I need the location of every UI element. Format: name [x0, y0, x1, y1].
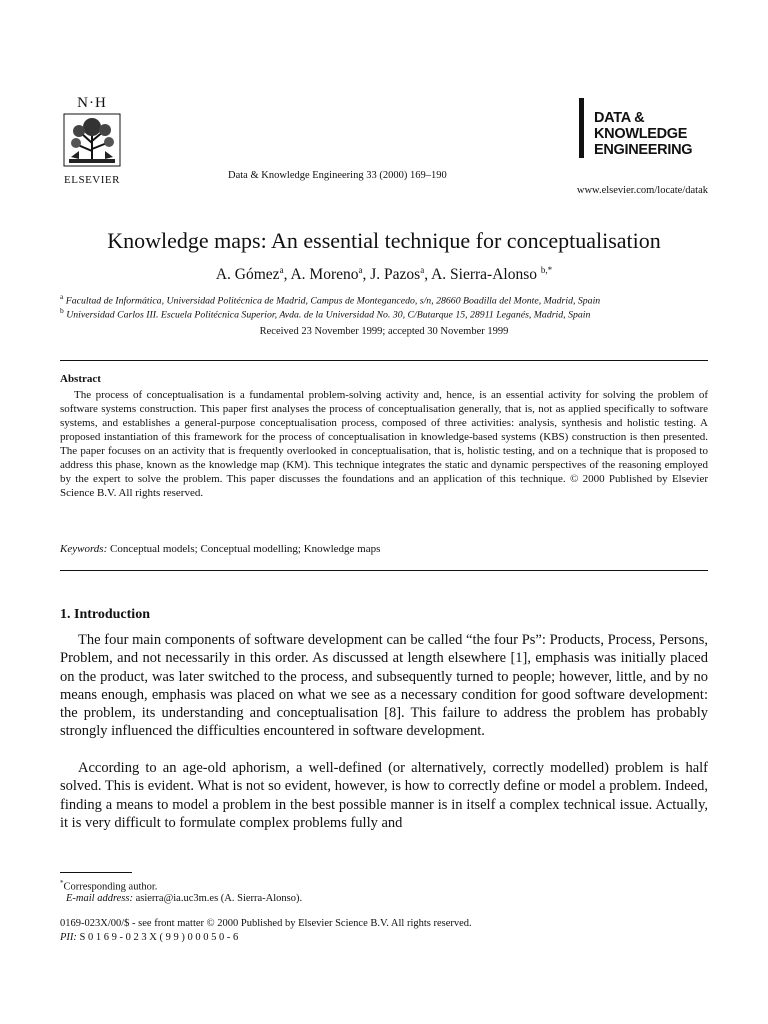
author-name: A. Gómez — [215, 266, 280, 284]
journal-citation: Data & Knowledge Engineering 33 (2000) 169–190 — [228, 170, 447, 181]
author-affiliation-mark: b,* — [540, 265, 553, 275]
email-label: E-mail address: — [66, 893, 133, 904]
affiliation-text: Universidad Carlos III. Escuela Politécnica Superior, Avda. de la Universidad No. 30, C/Butarque 15, 28911 Leganés, Madrid, Spain — [66, 309, 591, 321]
author-name: A. Moreno — [290, 266, 359, 284]
abstract-heading: Abstract — [60, 373, 101, 385]
affiliation-text: Facultad de Informática, Universidad Politécnica de Madrid, Campus de Montegancedo, s/n, 28660 Boadilla del Monte, Madrid, Spain — [65, 295, 601, 307]
footnote-email — [66, 893, 302, 904]
affiliation — [60, 306, 708, 320]
keywords — [60, 543, 380, 555]
footnote-text: Corresponding author. — [63, 881, 158, 893]
issn-line: 0169-023X/00/$ - see front matter © 2000 Published by Elsevier Science B.V. All rights reserved. — [60, 918, 472, 929]
divider — [60, 360, 708, 361]
author-separator: , — [283, 266, 291, 284]
journal-logo — [579, 98, 709, 158]
affiliation-mark: b — [60, 306, 64, 315]
author-affiliation-mark: a — [279, 265, 284, 275]
elsevier-logo — [54, 95, 130, 186]
author-list — [0, 265, 768, 284]
author-affiliation-mark: a — [358, 265, 363, 275]
journal-url[interactable]: www.elsevier.com/locate/datak — [576, 185, 708, 196]
affiliation — [60, 292, 708, 306]
received-dates: Received 23 November 1999; accepted 30 November 1999 — [259, 326, 509, 337]
footnote-mark: * — [60, 879, 64, 887]
affiliation-mark: a — [60, 292, 64, 301]
pii-line — [60, 932, 238, 943]
pii-value: S 0 1 6 9 - 0 2 3 X ( 9 9 ) 0 0 0 5 0 - 6 — [79, 932, 239, 943]
divider — [60, 570, 708, 571]
author-separator: , — [362, 266, 371, 284]
email-address[interactable]: asierra@ia.uc3m.es (A. Sierra-Alonso). — [135, 893, 303, 904]
journal-logo-line: KNOWLEDGE — [594, 126, 688, 142]
author-affiliation-mark: a — [420, 265, 425, 275]
body-paragraph: The four main components of software development can be called “the four Ps”: Products, Process, Persons, Problem, and not necessarily in this order. As discussed at length elsewhere [1], emphasis was initially placed on the product, was later switched to the process, and subsequently turned to people; however, little, and by no means enough, emphasis was placed on what we see as a necessary condition for good software development: the problem, its understanding and conceptualisation [8]. This failure to address the problem has probably strongly influenced the difficulties encountered in software development. — [60, 632, 708, 740]
body-paragraph: According to an age-old aphorism, a well-defined (or alternatively, correctly modelled) problem is half solved. This is evident. What is not so evident, however, is how to correctly define or model a problem. Indeed, finding a means to model a problem in the best possible manner is in itself a complex technical issue. Actually, it is very difficult to formulate complex problems fully and — [60, 760, 708, 831]
publisher-mark: N·H — [77, 95, 107, 111]
elsevier-tree-icon — [63, 113, 121, 167]
keywords-label: Keywords: — [60, 543, 108, 555]
footnote-corresponding — [60, 879, 157, 893]
article-title: Knowledge maps: An essential technique for conceptualisation — [107, 228, 661, 253]
author-name: J. Pazos — [370, 266, 421, 284]
pii-label: PII: — [60, 932, 77, 943]
author-separator: , — [424, 266, 432, 284]
journal-logo-line: ENGINEERING — [594, 142, 693, 158]
section-heading: 1. Introduction — [60, 607, 150, 622]
journal-logo-line: DATA & — [594, 110, 645, 126]
keywords-list: Conceptual models; Conceptual modelling; Knowledge maps — [110, 543, 381, 555]
author-name: A. Sierra-Alonso — [431, 266, 538, 284]
footnote-divider — [60, 872, 132, 873]
publisher-name: ELSEVIER — [64, 174, 120, 186]
abstract-text: The process of conceptualisation is a fundamental problem-solving activity and, hence, is an essential activity for solving the problem of software systems construction. This paper first analyses the process of conceptualisation generally, that is, not as applied specifically to software systems, and establishes a general-purpose conceptualisation process, composed of three activities: analysis, synthesis and holistic testing. A proposed instantiation of this framework for the process of conceptualisation in knowledge-based systems (KBS) construction is then presented. The paper focuses on an activity that is frequently overlooked in conceptualisation, that is, holistic testing, and on a technique that is proposed to address this phase, known as the knowledge map (KM). This technique integrates the static and dynamic perspectives of the reasoning employed by the expert to solve the problem. This paper discusses the foundations and an application of this technique. © 2000 Published by Elsevier Science B.V. All rights reserved. — [60, 389, 708, 499]
journal-logo-bar — [579, 98, 584, 158]
